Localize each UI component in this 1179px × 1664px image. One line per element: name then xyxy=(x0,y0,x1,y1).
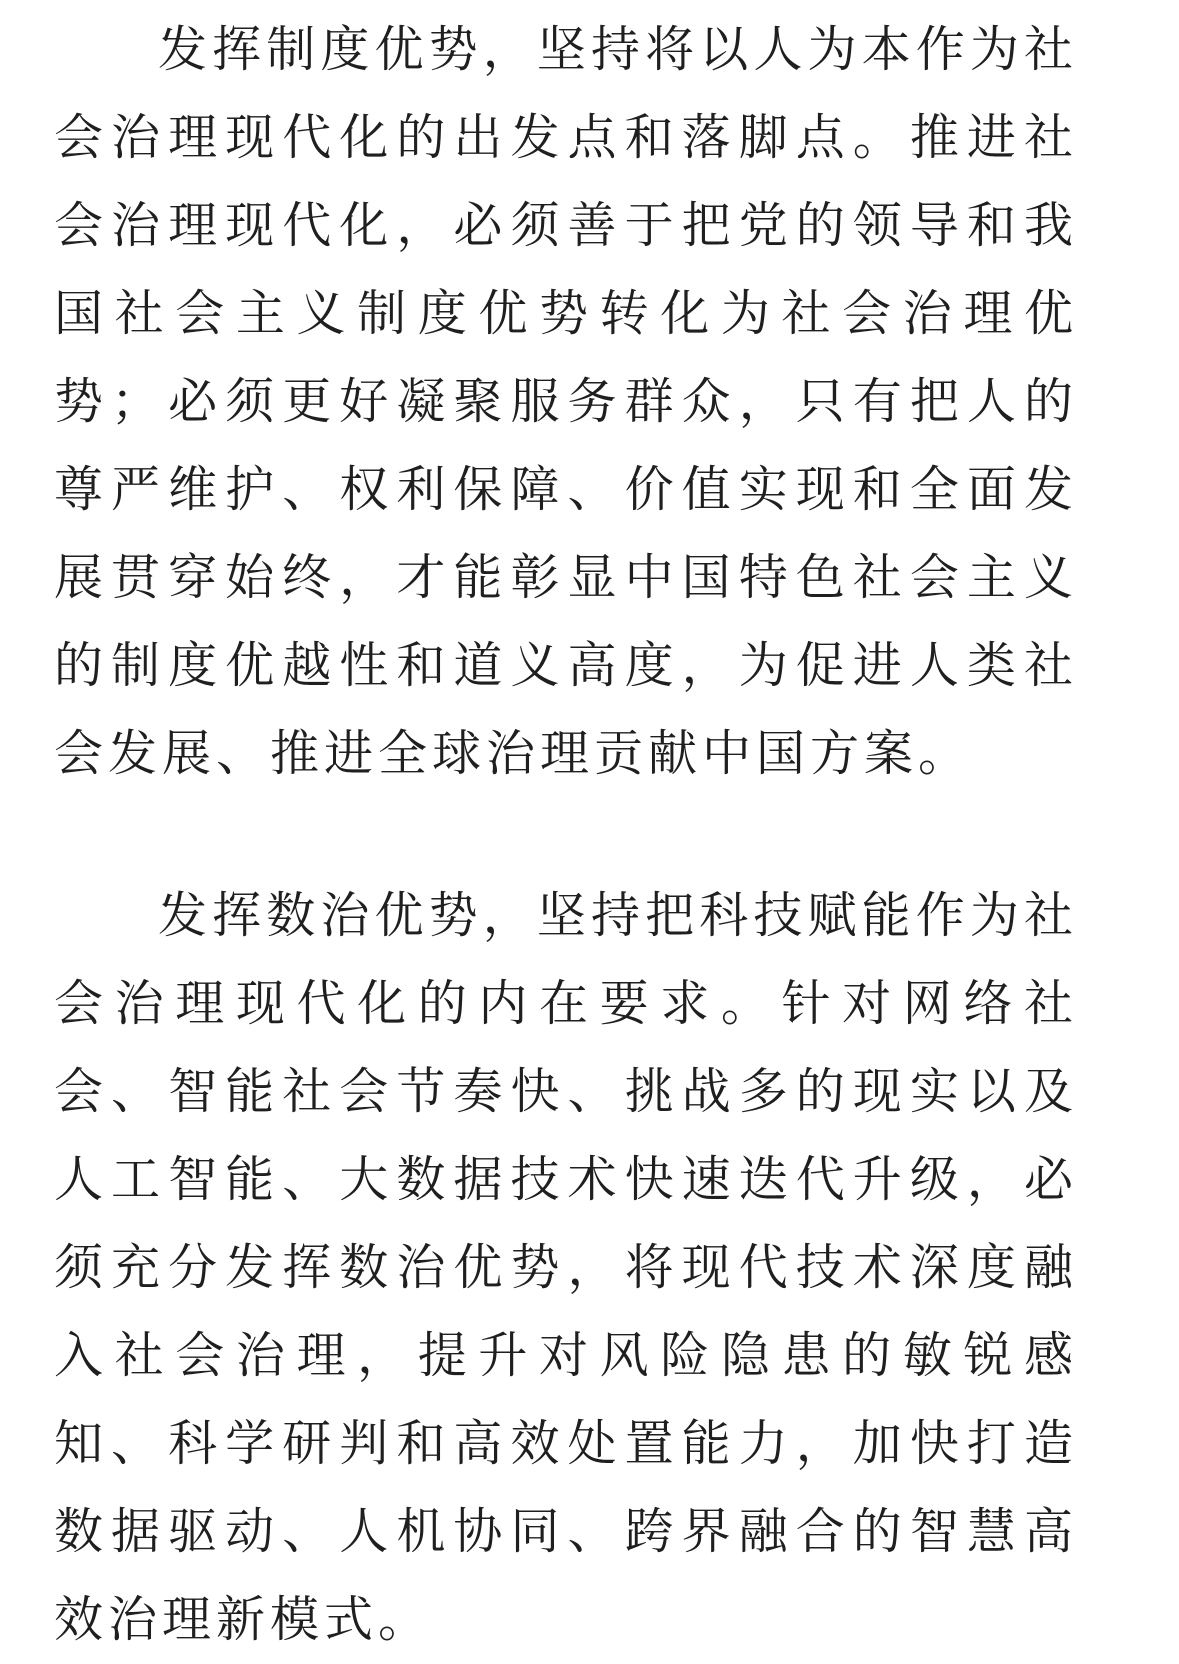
paragraph-institutional-advantage: 发挥制度优势，坚持将以人为本作为社会治理现代化的出发点和落脚点。推进社会治理现代化，必须善于把党的领导和我国社会主义制度优势转化为社会治理优势；必须更好凝聚服务群众，只有把人的尊严维护、权利保障、价值实现和全面发展贯穿始终，才能彰显中国特色社会主义的制度优越性和道义高度，为促进人类社会发展、推进全球治理贡献中国方案。 xyxy=(54,21,1078,782)
article-body xyxy=(54,6,1078,1664)
paragraph-digital-governance-advantage: 发挥数治优势，坚持把科技赋能作为社会治理现代化的内在要求。针对网络社会、智能社会节奏快、挑战多的现实以及人工智能、大数据技术快速迭代升级，必须充分发挥数治优势，将现代技术深度融入社会治理，提升对风险隐患的敏锐感知、科学研判和高效处置能力，加快打造数据驱动、人机协同、跨界融合的智慧高效治理新模式。 xyxy=(54,887,1078,1648)
